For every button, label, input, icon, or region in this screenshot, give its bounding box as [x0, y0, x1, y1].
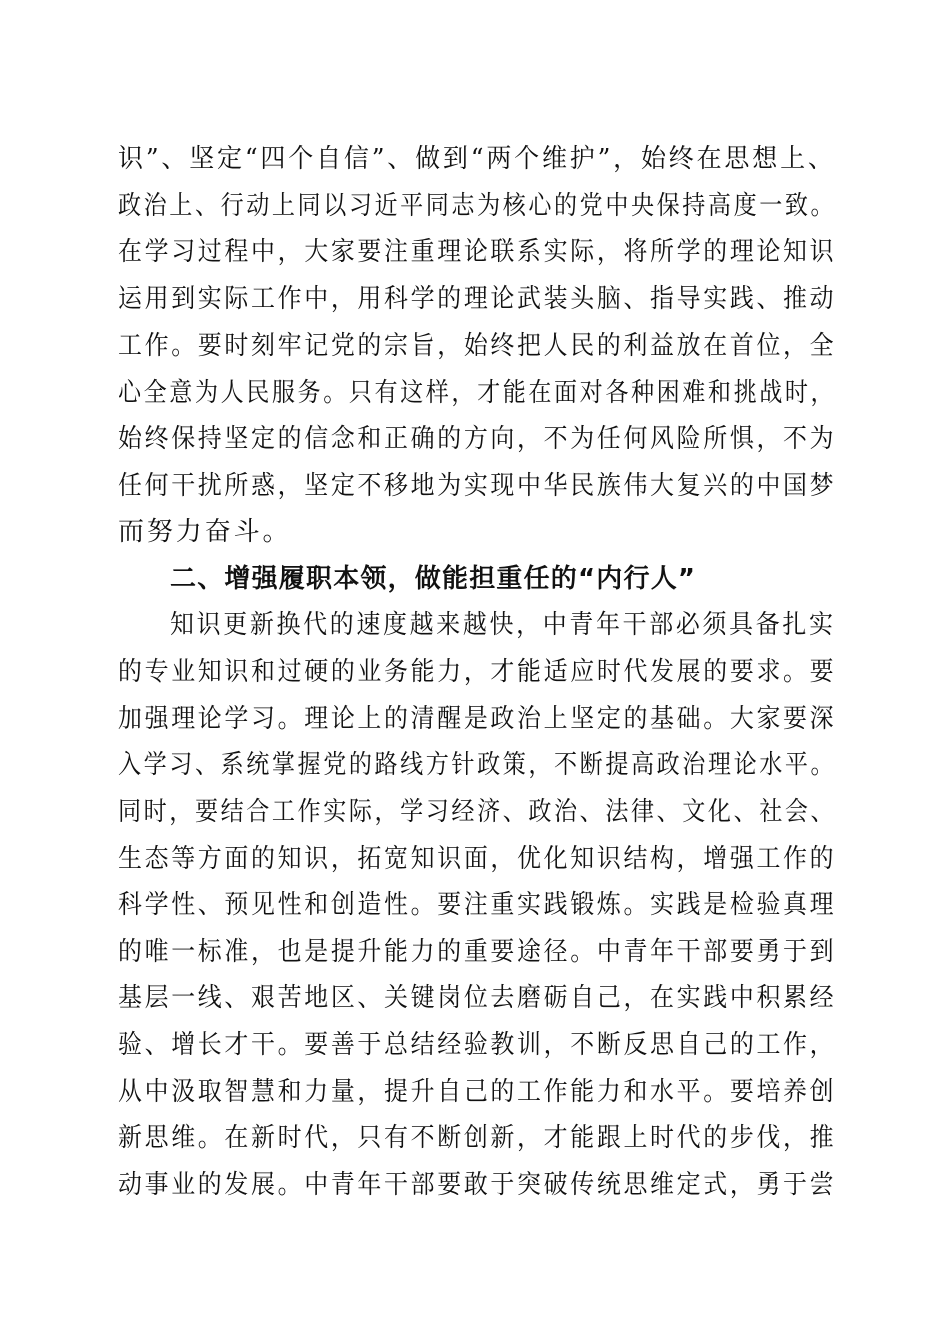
body-text-line: 识”、坚定“四个自信”、做到“两个维护”，始终在思想上、: [118, 144, 836, 174]
body-text-line: 知识更新换代的速度越来越快，中青年干部必须具备扎实: [170, 610, 836, 640]
body-text-line: 政治上、行动上同以习近平同志为核心的党中央保持高度一致。: [118, 191, 837, 221]
body-text-line: 任何干扰所惑，坚定不移地为实现中华民族伟大复兴的中国梦: [118, 471, 837, 501]
body-text-line: 的专业知识和过硬的业务能力，才能适应时代发展的要求。要: [118, 657, 837, 687]
body-text-line: 新思维。在新时代，只有不断创新，才能跟上时代的步伐，推: [118, 1123, 837, 1153]
body-text-line: 在学习过程中，大家要注重理论联系实际，将所学的理论知识: [118, 237, 837, 267]
body-text-line: 入学习、系统掌握党的路线方针政策，不断提高政治理论水平。: [118, 750, 837, 780]
body-text-line: 动事业的发展。中青年干部要敢于突破传统思维定式，勇于尝: [118, 1170, 837, 1200]
body-text-line: 验、增长才干。要善于总结经验教训，不断反思自己的工作，: [118, 1030, 837, 1060]
body-text-line: 科学性、预见性和创造性。要注重实践锻炼。实践是检验真理: [118, 890, 837, 920]
body-text-line: 工作。要时刻牢记党的宗旨，始终把人民的利益放在首位，全: [118, 331, 837, 361]
body-text-line: 从中汲取智慧和力量，提升自己的工作能力和水平。要培养创: [118, 1077, 837, 1107]
body-text-line: 基层一线、艰苦地区、关键岗位去磨砺自己，在实践中积累经: [118, 983, 837, 1013]
body-text-line: 心全意为人民服务。只有这样，才能在面对各种困难和挑战时，: [118, 378, 837, 408]
body-text-line: 而努力奋斗。: [118, 517, 292, 547]
body-text-line: 始终保持坚定的信念和正确的方向，不为任何风险所惧，不为: [118, 424, 837, 454]
body-text-line: 运用到实际工作中，用科学的理论武装头脑、指导实践、推动: [118, 284, 837, 314]
body-text-line: 同时，要结合工作实际，学习经济、政治、法律、文化、社会、: [118, 797, 837, 827]
body-text-line: 的唯一标准，也是提升能力的重要途径。中青年干部要勇于到: [118, 937, 837, 967]
body-text-line: 生态等方面的知识，拓宽知识面，优化知识结构，增强工作的: [118, 844, 837, 874]
body-text-line: 加强理论学习。理论上的清醒是政治上坚定的基础。大家要深: [118, 704, 837, 734]
section-heading: 二、增强履职本领，做能担重任的“内行人”: [170, 564, 697, 594]
